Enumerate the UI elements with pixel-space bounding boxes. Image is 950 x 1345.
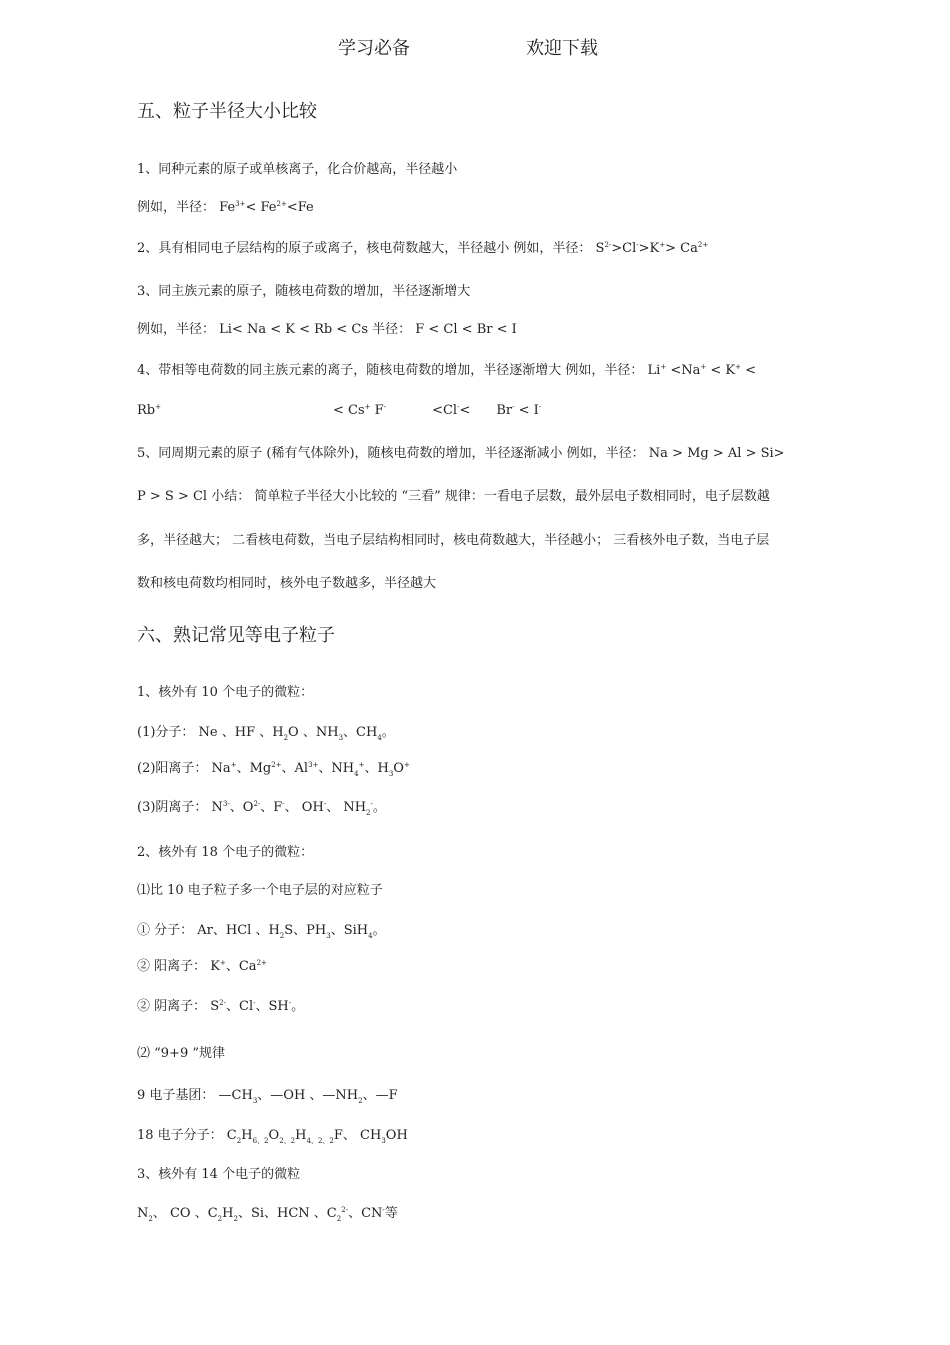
- s5-rule-4: 4、带相等电荷数的同主族元素的离子，随核电荷数的增加，半径逐渐增大 例如，半径： Li+ <Na+ < K+ <: [137, 363, 757, 378]
- s6-item-2: 2、核外有 18 个电子的微粒：: [137, 845, 314, 860]
- s6-item-3: 3、核外有 14 个电子的微粒: [137, 1167, 301, 1182]
- s6-18e-molecules: 18 电子分子： $C_2H_{6、2}O_{2、2}H_{4、2、2}F$、 $CH_3OH$: [137, 1128, 408, 1145]
- section-5-title: 五、粒子半径大小比较: [137, 101, 317, 122]
- header-right-text: 欢迎下载: [526, 38, 598, 59]
- s5-rule-4-cont: Rb+ < Cs+ F- <Cl-< Br- < I-: [137, 403, 542, 418]
- s6-item-2-anions: ② 阴离子： $S^{2-}$、Cl-、SH-。: [137, 999, 305, 1014]
- s5-rule-2: 2、具有相同电子层结构的原子或离子，核电荷数越大，半径越小 例如，半径： $S^{2-}>Cl^->K^+> Ca^{2+}$: [137, 241, 709, 256]
- s6-item-1: 1、核外有 10 个电子的微粒：: [137, 685, 314, 700]
- s5-rule-1: 1、同种元素的原子或单核离子，化合价越高，半径越小: [137, 162, 458, 177]
- s5-example-3: 例如，半径： Li< Na < K < Rb < Cs 半径： F < Cl < Br < I: [137, 322, 517, 337]
- s6-item-2-sub-2: ⑵ “9+9 ”规律: [137, 1046, 225, 1061]
- s6-item-1-molecules: (1)分子： Ne 、HF 、$H_2O$ 、$NH_3$、$CH_4$。: [137, 725, 395, 742]
- s5-summary-line-1: P > S > Cl 小结： 简单粒子半径大小比较的 “三看” 规律：一看电子层数，最外层电子数相同时，电子层数越: [137, 489, 770, 504]
- s5-rule-3: 3、同主族元素的原子，随核电荷数的增加，半径逐渐增大: [137, 284, 471, 299]
- s5-rule-5: 5、同周期元素的原子 (稀有气体除外)，随核电荷数的增加，半径逐渐减小 例如，半径： Na > Mg > Al > Si>: [137, 446, 785, 461]
- s5-summary-line-2: 多，半径越大； 二看核电荷数，当电子层结构相同时，核电荷数越大，半径越小； 三看核外电子数，当电子层: [137, 533, 770, 548]
- s6-item-1-anions: (3)阴离子： $N^{3-}$、$O^{2-}$、F-、 OH-、 $NH_2^-$。: [137, 800, 386, 817]
- s5-summary-line-3: 数和核电荷数均相同时，核外电子数越多，半径越大: [137, 576, 437, 591]
- s6-item-2-cations: ② 阳离子： K+、$Ca^{2+}$: [137, 959, 267, 974]
- s6-item-2-molecules: ① 分子： Ar、HCl 、$H_2S$、$PH_3$、SiH$_4$。: [137, 923, 386, 940]
- section-6-title: 六、熟记常见等电子粒子: [137, 625, 335, 646]
- header-left-text: 学习必备: [338, 38, 410, 59]
- s6-item-2-sub-1: ⑴比 10 电子粒子多一个电子层的对应粒子: [137, 883, 383, 898]
- s6-14e-particles: $N_2$、 CO 、$C_2H_2$、Si、HCN 、$C_2^{2-}$、CN-等: [137, 1206, 398, 1223]
- s6-item-1-cations: (2)阳离子： Na+、$Mg^{2+}$、$Al^{3+}$、$NH_4^+$、$H_3O^+$: [137, 761, 410, 778]
- s5-example-1: 例如，半径： $Fe^{3+}< Fe^{2+}<Fe$: [137, 200, 314, 215]
- s6-9e-groups: 9 电子基团： $—CH_3$、—OH 、$—NH_2$、—F: [137, 1088, 398, 1105]
